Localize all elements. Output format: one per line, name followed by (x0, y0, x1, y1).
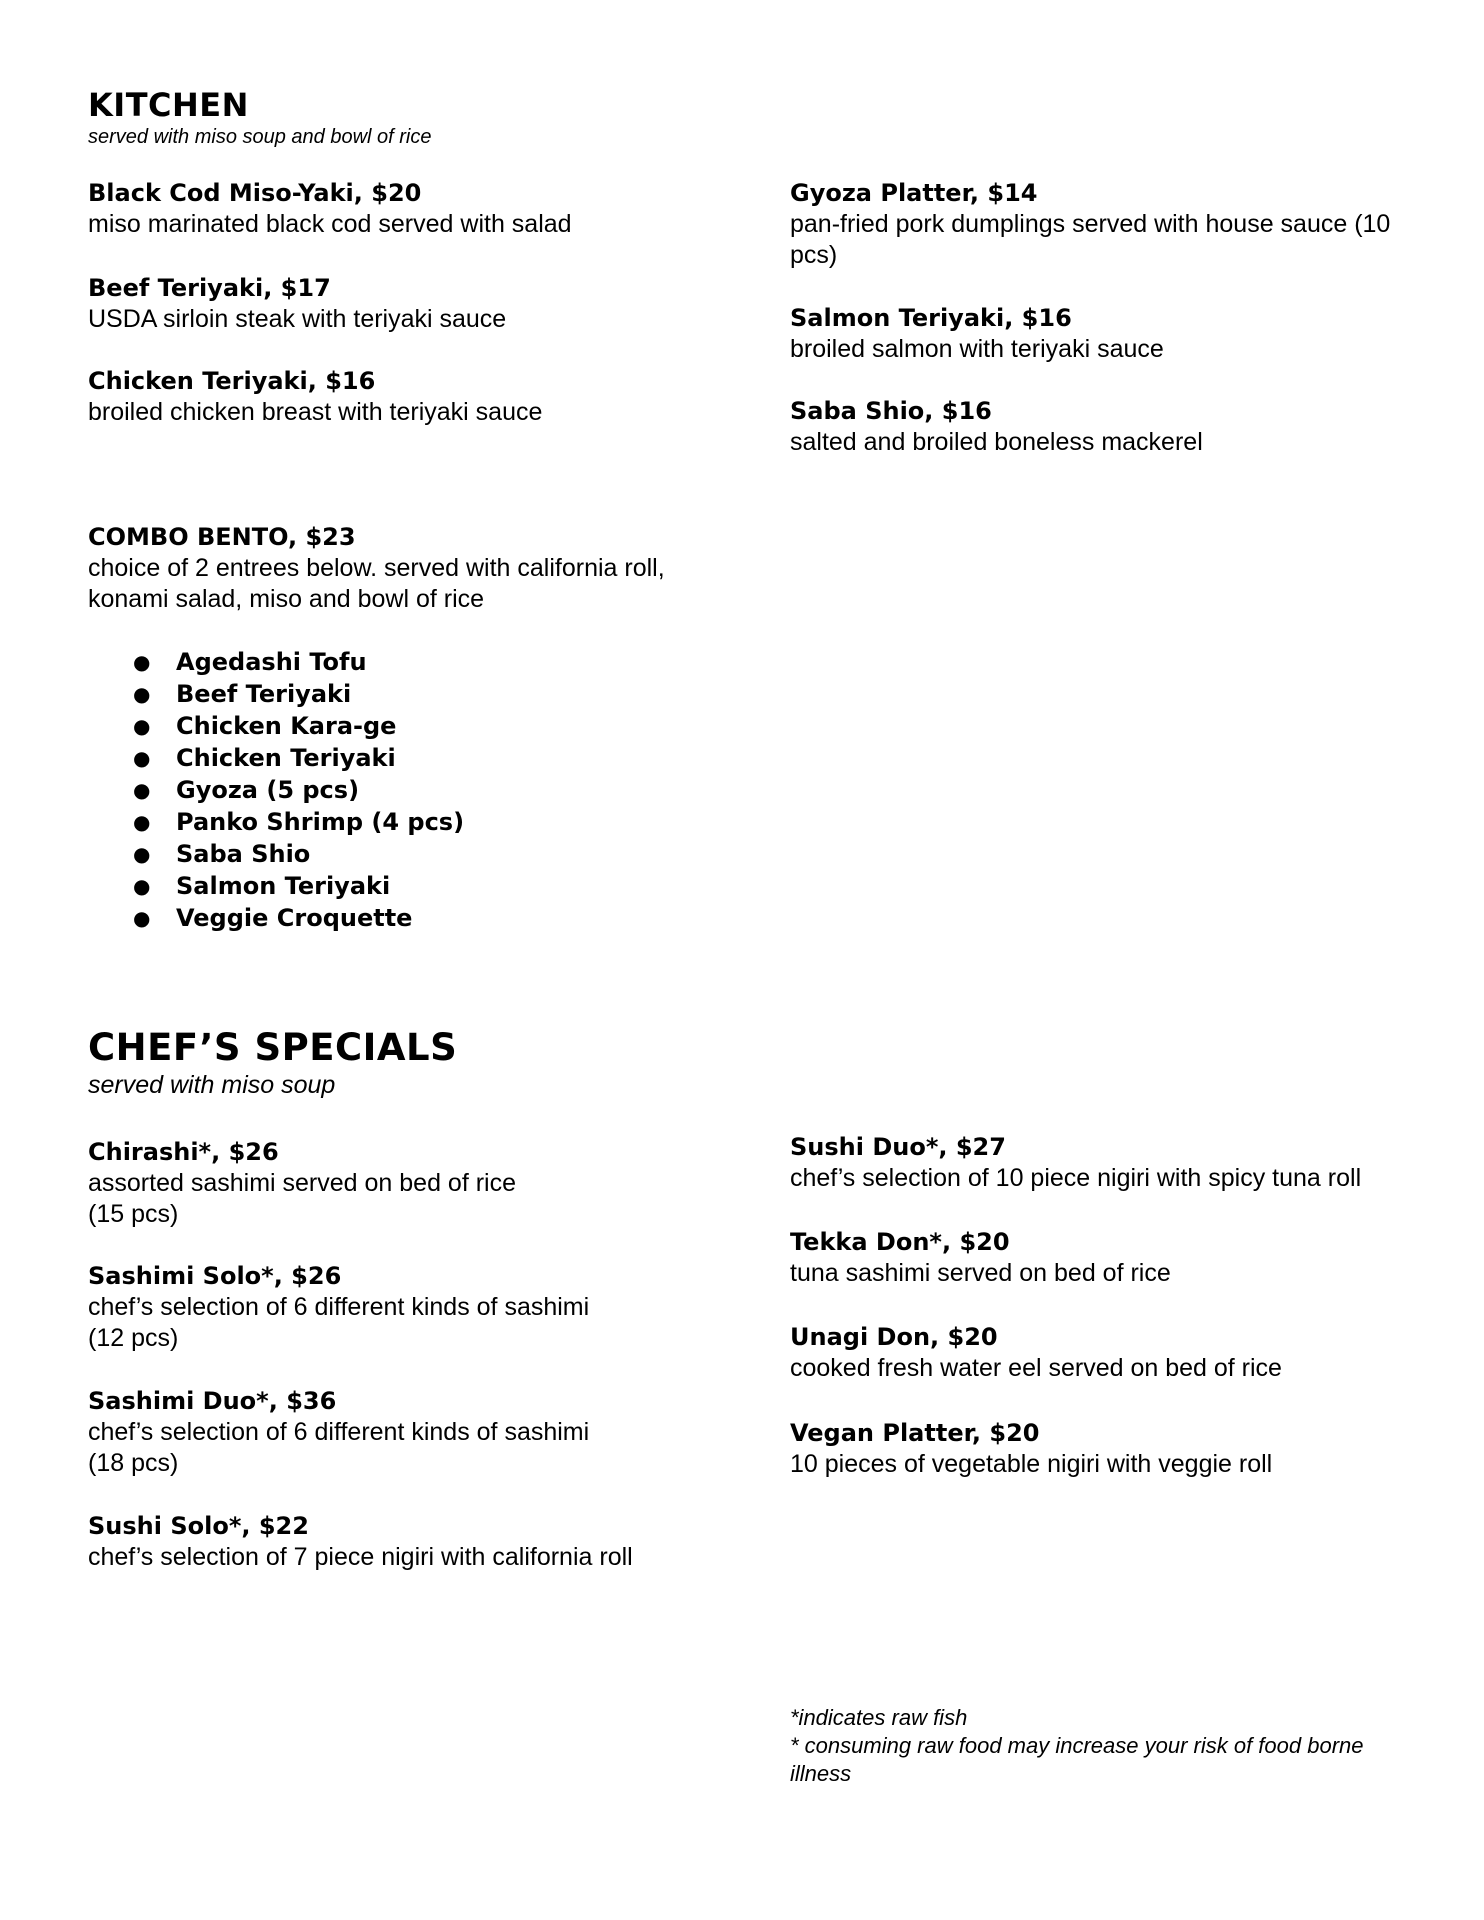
item-desc: USDA sirloin steak with teriyaki sauce (88, 305, 507, 333)
item-desc-pieces: (12 pcs) (88, 1324, 179, 1352)
item-desc: 10 pieces of vegetable nigiri with veggie roll (790, 1450, 1273, 1478)
menu-item-unagi-don (790, 1322, 1430, 1384)
item-name: Sushi Duo*, $27 (790, 1133, 1006, 1161)
menu-item-chirashi (88, 1137, 728, 1230)
item-name: Gyoza Platter, $14 (790, 179, 1038, 207)
item-name: Unagi Don, $20 (790, 1323, 998, 1351)
list-item: ● Gyoza (5 pcs) (133, 776, 360, 804)
kitchen-header (88, 86, 432, 150)
list-item: ● Agedashi Tofu (133, 648, 367, 676)
bullet-icon: ● (133, 778, 151, 802)
item-name: Salmon Teriyaki, $16 (790, 304, 1072, 332)
item-name: Sashimi Duo*, $36 (88, 1387, 337, 1415)
menu-item-sushi-solo (88, 1511, 728, 1573)
item-desc: pan-fried pork dumplings served with house sauce (10 pcs) (790, 210, 1391, 269)
menu-item-tekka-don (790, 1227, 1430, 1289)
bullet-icon: ● (133, 810, 151, 834)
chefs-specials-header (88, 1026, 457, 1100)
item-desc: broiled chicken breast with teriyaki sauce (88, 398, 543, 426)
chefs-specials-subtitle: served with miso soup (88, 1071, 336, 1099)
list-item: ● Salmon Teriyaki (133, 872, 391, 900)
kitchen-subtitle: served with miso soup and bowl of rice (88, 126, 432, 148)
bullet-icon: ● (133, 714, 151, 738)
list-item: ● Beef Teriyaki (133, 680, 352, 708)
combo-bento-desc: choice of 2 entrees below. served with california roll, konami salad, miso and bowl of rice (88, 554, 665, 613)
item-desc: chef’s selection of 6 different kinds of sashimi (88, 1293, 590, 1321)
chefs-specials-title: CHEF’S SPECIALS (88, 1026, 458, 1069)
item-name: Beef Teriyaki, $17 (88, 274, 331, 302)
kitchen-title: KITCHEN (88, 86, 249, 124)
item-desc: cooked fresh water eel served on bed of rice (790, 1354, 1282, 1382)
bullet-icon: ● (133, 874, 151, 898)
list-item: ● Chicken Teriyaki (133, 744, 396, 772)
bullet-icon: ● (133, 682, 151, 706)
menu-item-sushi-duo (790, 1132, 1430, 1194)
item-desc: broiled salmon with teriyaki sauce (790, 335, 1164, 363)
footnotes (790, 1704, 1390, 1788)
menu-item-salmon-teriyaki (790, 303, 1430, 365)
menu-item-beef-teriyaki (88, 273, 728, 335)
item-name: Chicken Teriyaki, $16 (88, 367, 376, 395)
list-item: ● Panko Shrimp (4 pcs) (133, 808, 465, 836)
menu-item-sashimi-solo (88, 1261, 728, 1354)
bullet-icon: ● (133, 650, 151, 674)
list-item: ● Veggie Croquette (133, 904, 413, 932)
combo-bento-entree-list (88, 646, 464, 934)
item-desc: salted and broiled boneless mackerel (790, 428, 1203, 456)
item-desc: chef’s selection of 10 piece nigiri with spicy tuna roll (790, 1164, 1362, 1192)
item-name: Saba Shio, $16 (790, 397, 992, 425)
menu-item-saba-shio (790, 396, 1430, 458)
list-item: ● Saba Shio (133, 840, 311, 868)
item-desc: chef’s selection of 7 piece nigiri with california roll (88, 1543, 633, 1571)
item-desc: miso marinated black cod served with salad (88, 210, 572, 238)
item-name: Black Cod Miso-Yaki, $20 (88, 179, 422, 207)
footnote-raw-fish: *indicates raw fish (790, 1705, 968, 1730)
menu-item-black-cod (88, 178, 728, 240)
bullet-icon: ● (133, 746, 151, 770)
bullet-icon: ● (133, 842, 151, 866)
menu-item-gyoza-platter (790, 178, 1430, 271)
combo-bento (88, 522, 688, 615)
item-name: Sashimi Solo*, $26 (88, 1262, 342, 1290)
menu-item-vegan-platter (790, 1418, 1430, 1480)
item-name: Vegan Platter, $20 (790, 1419, 1040, 1447)
menu-item-chicken-teriyaki (88, 366, 728, 428)
menu-item-sashimi-duo (88, 1386, 728, 1479)
item-desc-pieces: (15 pcs) (88, 1200, 179, 1228)
item-name: Sushi Solo*, $22 (88, 1512, 309, 1540)
combo-bento-name: COMBO BENTO, $23 (88, 523, 356, 551)
footnote-health-warning: * consuming raw food may increase your risk of food borne illness (790, 1733, 1364, 1786)
bullet-icon: ● (133, 906, 151, 930)
item-desc-pieces: (18 pcs) (88, 1449, 179, 1477)
item-desc: chef’s selection of 6 different kinds of sashimi (88, 1418, 590, 1446)
list-item: ● Chicken Kara-ge (133, 712, 397, 740)
item-name: Chirashi*, $26 (88, 1138, 279, 1166)
item-desc: assorted sashimi served on bed of rice (88, 1169, 516, 1197)
item-desc: tuna sashimi served on bed of rice (790, 1259, 1171, 1287)
item-name: Tekka Don*, $20 (790, 1228, 1010, 1256)
